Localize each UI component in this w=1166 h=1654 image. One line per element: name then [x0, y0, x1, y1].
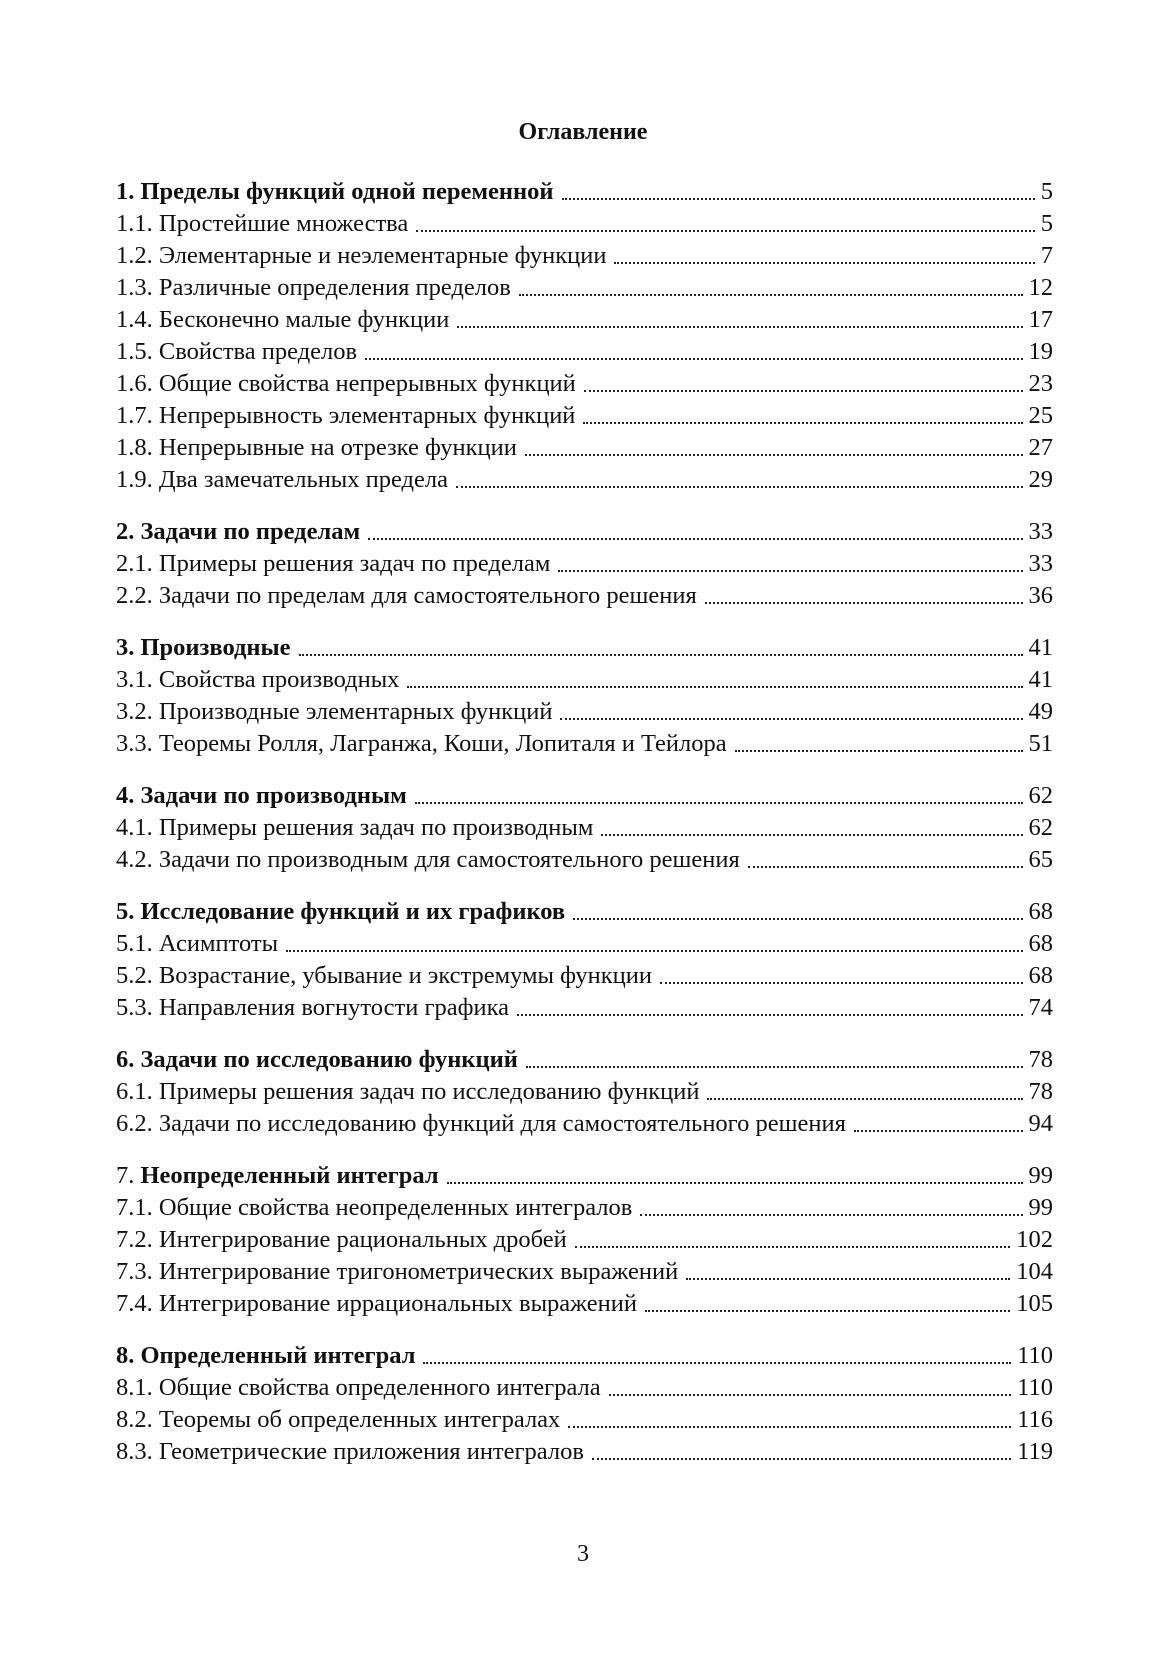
dot-leader [584, 368, 1023, 400]
toc-chapter-title: 5. Исследование функций и их графиков [116, 898, 566, 925]
toc-subsection-entry[interactable] [116, 1404, 1053, 1436]
dot-leader [457, 304, 1022, 336]
toc-page-number: 102 [1016, 1226, 1053, 1253]
toc-page-number: 25 [1028, 402, 1053, 429]
toc-chapter-title: 3. Производные [116, 634, 291, 661]
dot-leader [705, 580, 1023, 612]
toc-page-number: 33 [1028, 550, 1053, 577]
toc-page-number: 78 [1028, 1078, 1053, 1105]
toc-subsection-title: 2.2. Задачи по пределам для самостоятельного решения [116, 582, 697, 609]
toc-subsection-title: 1.4. Бесконечно малые функции [116, 306, 450, 333]
dot-leader [286, 928, 1022, 960]
toc-page-number: 29 [1028, 466, 1053, 493]
toc-page-number: 12 [1028, 274, 1053, 301]
toc-chapter-entry[interactable] [116, 1340, 1053, 1372]
dot-leader [568, 1404, 1011, 1436]
toc-subsection-entry[interactable] [116, 992, 1053, 1024]
toc-subsection-entry[interactable] [116, 240, 1053, 272]
toc-chapter-number: 7. [116, 1162, 135, 1189]
toc-chapter-title: 6. Задачи по исследованию функций [116, 1046, 518, 1073]
dot-leader [407, 664, 1022, 696]
toc-chapter-title: 1. Пределы функций одной переменной [116, 178, 554, 205]
toc-subsection-entry[interactable] [116, 696, 1053, 728]
toc-subsection-title: 7.2. Интегрирование рациональных дробей [116, 1226, 567, 1253]
toc-page-number: 105 [1016, 1290, 1053, 1317]
dot-leader [573, 896, 1022, 928]
toc-subsection-entry[interactable] [116, 728, 1053, 760]
toc-page-number: 41 [1028, 634, 1053, 661]
toc-subsection-entry[interactable] [116, 548, 1053, 580]
toc-chapter-label: Неопределенный интеграл [140, 1162, 439, 1189]
dot-leader [560, 696, 1022, 728]
toc-subsection-title: 3.1. Свойства производных [116, 666, 400, 693]
toc-section [116, 632, 1053, 760]
dot-leader [854, 1108, 1023, 1140]
toc-chapter-title: 4. Задачи по производным [116, 782, 407, 809]
dot-leader [423, 1340, 1011, 1372]
toc-subsection-entry[interactable] [116, 208, 1053, 240]
toc-section [116, 1044, 1053, 1140]
toc-page-number: 94 [1028, 1110, 1053, 1137]
toc-subsection-entry[interactable] [116, 1076, 1053, 1108]
toc-page-number: 110 [1017, 1374, 1053, 1401]
dot-leader [526, 1044, 1023, 1076]
toc-chapter-entry[interactable] [116, 780, 1053, 812]
toc-subsection-title: 3.3. Теоремы Ролля, Лагранжа, Коши, Лопиталя и Тейлора [116, 730, 727, 757]
dot-leader [592, 1436, 1011, 1468]
dot-leader [365, 336, 1022, 368]
toc-subsection-title: 1.6. Общие свойства непрерывных функций [116, 370, 576, 397]
toc-section [116, 780, 1053, 876]
toc-chapter-entry[interactable] [116, 632, 1053, 664]
dot-leader [519, 272, 1023, 304]
page-number: 3 [577, 1541, 589, 1567]
toc-subsection-title: 4.1. Примеры решения задач по производным [116, 814, 594, 841]
dot-leader [707, 1076, 1022, 1108]
dot-leader [575, 1224, 1011, 1256]
dot-leader [517, 992, 1022, 1024]
toc-page-number: 99 [1028, 1162, 1053, 1189]
toc-subsection-entry[interactable] [116, 272, 1053, 304]
toc-subsection-entry[interactable] [116, 1436, 1053, 1468]
toc-subsection-entry[interactable] [116, 664, 1053, 696]
dot-leader [686, 1256, 1010, 1288]
toc-subsection-title: 2.1. Примеры решения задач по пределам [116, 550, 551, 577]
toc-subsection-entry[interactable] [116, 1108, 1053, 1140]
toc-page-number: 62 [1028, 782, 1053, 809]
toc-subsection-entry[interactable] [116, 844, 1053, 876]
toc-subsection-title: 7.4. Интегрирование иррациональных выражений [116, 1290, 637, 1317]
toc-page-number: 78 [1028, 1046, 1053, 1073]
toc-page-number: 104 [1016, 1258, 1053, 1285]
toc-subsection-title: 1.3. Различные определения пределов [116, 274, 511, 301]
toc-chapter-entry[interactable] [116, 1160, 1053, 1192]
toc-page-number: 62 [1028, 814, 1053, 841]
dot-leader [614, 240, 1034, 272]
toc-chapter-title [116, 1160, 439, 1192]
toc-subsection-entry[interactable] [116, 1256, 1053, 1288]
toc-chapter-entry[interactable] [116, 176, 1053, 208]
toc-page-number: 33 [1028, 518, 1053, 545]
toc-subsection-title: 8.2. Теоремы об определенных интегралах [116, 1406, 561, 1433]
toc-subsection-title: 5.2. Возрастание, убывание и экстремумы функции [116, 962, 652, 989]
toc-subsection-title: 7.1. Общие свойства неопределенных интегралов [116, 1194, 633, 1221]
toc-section [116, 1160, 1053, 1320]
toc-subsection-entry[interactable] [116, 1288, 1053, 1320]
dot-leader [299, 632, 1023, 664]
toc-subsection-entry[interactable] [116, 928, 1053, 960]
toc-subsection-entry[interactable] [116, 960, 1053, 992]
toc-subsection-title: 1.5. Свойства пределов [116, 338, 358, 365]
toc-subsection-entry[interactable] [116, 304, 1053, 336]
toc-page-number: 74 [1028, 994, 1053, 1021]
toc-subsection-entry[interactable] [116, 1372, 1053, 1404]
dot-leader [748, 844, 1023, 876]
toc-subsection-title: 5.1. Асимптоты [116, 930, 279, 957]
toc-page-number: 65 [1028, 846, 1053, 873]
toc-chapter-entry[interactable] [116, 896, 1053, 928]
toc-subsection-entry[interactable] [116, 432, 1053, 464]
toc-chapter-title: 8. Определенный интеграл [116, 1342, 416, 1369]
dot-leader [640, 1192, 1022, 1224]
toc-subsection-entry[interactable] [116, 368, 1053, 400]
dot-leader [735, 728, 1023, 760]
toc-page-number: 23 [1028, 370, 1053, 397]
toc-subsection-title: 1.7. Непрерывность элементарных функций [116, 402, 576, 429]
toc-subsection-entry[interactable] [116, 1192, 1053, 1224]
toc-page-number: 19 [1028, 338, 1053, 365]
toc-subsection-title: 5.3. Направления вогнутости графика [116, 994, 510, 1021]
toc-subsection-entry[interactable] [116, 580, 1053, 612]
toc-page-number: 36 [1028, 582, 1053, 609]
toc-page-number: 68 [1028, 962, 1053, 989]
toc-subsection-title: 6.1. Примеры решения задач по исследованию функций [116, 1078, 700, 1105]
toc-section [116, 896, 1053, 1024]
dot-leader [660, 960, 1023, 992]
toc-chapter-entry[interactable] [116, 516, 1053, 548]
toc-section [116, 1340, 1053, 1468]
toc-section [116, 516, 1053, 612]
toc-subsection-entry[interactable] [116, 400, 1053, 432]
dot-leader [558, 548, 1022, 580]
toc-page-number: 5 [1040, 178, 1053, 205]
toc-page-number: 110 [1017, 1342, 1053, 1369]
toc-page-number: 49 [1028, 698, 1053, 725]
toc-page-number: 41 [1028, 666, 1053, 693]
toc-page-number: 51 [1028, 730, 1053, 757]
dot-leader [456, 464, 1023, 496]
toc-page-number: 27 [1028, 434, 1053, 461]
page-title: Оглавление [518, 119, 648, 145]
toc-subsection-entry[interactable] [116, 464, 1053, 496]
toc-subsection-title: 1.9. Два замечательных предела [116, 466, 448, 493]
dot-leader [645, 1288, 1010, 1320]
dot-leader [416, 208, 1034, 240]
toc-subsection-entry[interactable] [116, 336, 1053, 368]
toc-subsection-title: 1.1. Простейшие множества [116, 210, 409, 237]
toc-subsection-title: 3.2. Производные элементарных функций [116, 698, 553, 725]
toc-page-number: 5 [1040, 210, 1053, 237]
toc-subsection-title: 8.1. Общие свойства определенного интеграла [116, 1374, 601, 1401]
dot-leader [609, 1372, 1012, 1404]
dot-leader [415, 780, 1023, 812]
dot-leader [368, 516, 1022, 548]
toc-subsection-title: 1.2. Элементарные и неэлементарные функции [116, 242, 607, 269]
toc-subsection-title: 4.2. Задачи по производным для самостоятельного решения [116, 846, 740, 873]
dot-leader [562, 176, 1035, 208]
toc-subsection-entry[interactable] [116, 812, 1053, 844]
dot-leader [601, 812, 1022, 844]
toc-subsection-title: 7.3. Интегрирование тригонометрических выражений [116, 1258, 679, 1285]
toc-page-number: 68 [1028, 898, 1053, 925]
toc-page-number: 119 [1017, 1438, 1053, 1465]
toc-page-number: 99 [1028, 1194, 1053, 1221]
toc-subsection-title: 6.2. Задачи по исследованию функций для самостоятельного решения [116, 1110, 846, 1137]
toc-subsection-entry[interactable] [116, 1224, 1053, 1256]
toc-chapter-title: 2. Задачи по пределам [116, 518, 361, 545]
toc-subsection-title: 1.8. Непрерывные на отрезке функции [116, 434, 517, 461]
dot-leader [583, 400, 1022, 432]
toc-subsection-title: 8.3. Геометрические приложения интегралов [116, 1438, 584, 1465]
toc-page-number: 116 [1017, 1406, 1053, 1433]
toc-chapter-entry[interactable] [116, 1044, 1053, 1076]
toc-page-number: 17 [1028, 306, 1053, 333]
table-of-contents [116, 176, 1053, 1488]
toc-section [116, 176, 1053, 496]
toc-page-number: 68 [1028, 930, 1053, 957]
dot-leader [525, 432, 1023, 464]
toc-page-number: 7 [1040, 242, 1053, 269]
dot-leader [447, 1160, 1023, 1192]
